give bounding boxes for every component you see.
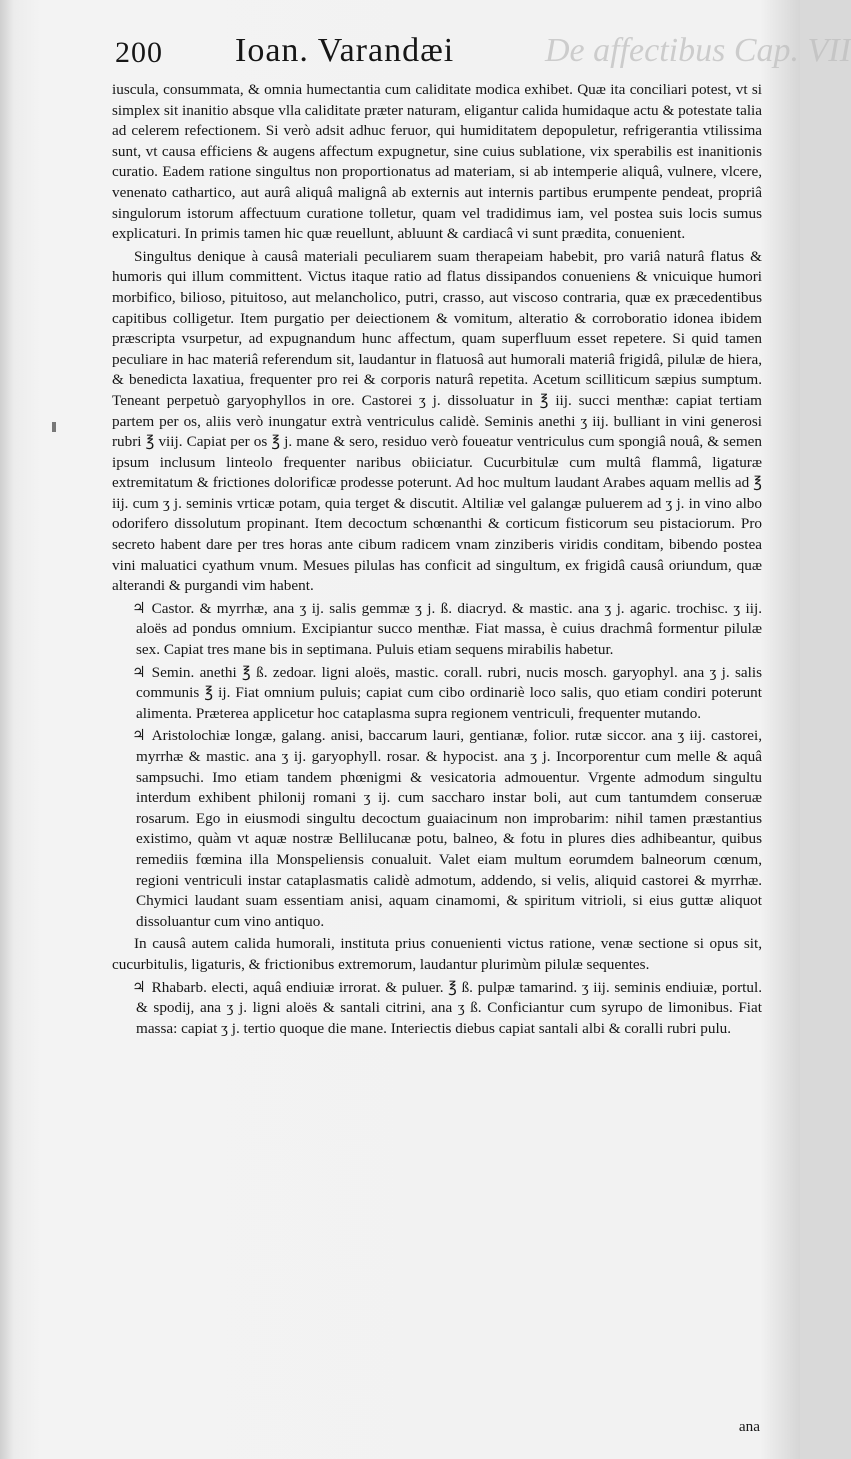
page-number: 200 xyxy=(115,36,163,69)
paragraph-singultus: Singultus denique à causâ materiali peculiarem suam therapeiam habebit, pro variâ naturâ flatus & humoris qui illum committent. Victus itaque ratio ad flatus dissipandos conueniens & vnicuique humori morbifico, bilioso, pituitoso, aut melancholico, putri, crasso, aut viscoso contraria, quæ ex præcedentibus capitibus colligetur. Item purgatio per deiectionem & vomitum, alteratio & corroboratio idonea ibidem præscripta vsurpetur, ad expugnandum hunc affectum, quam superfluum esset repetere. Si quid tamen peculiare in hac materiâ referendum sit, laudantur in flatuosâ aut humorali materiâ frigidâ, pilulæ de hiera, & benedicta laxatiua, frequenter pro rei & corporis naturâ repetita. Acetum scilliticum sæpius sumptum. Teneant perpetuò garyophyllos in ore. Castorei ʒ j. dissoluatur in ℥ iij. succi menthæ: capiat tertiam partem per os, aliis verò inungatur extrà ventriculus calidè. Seminis anethi ʒ iij. bulliant in vini generosi rubri ℥ viij. Capiat per os ℥ j. mane & sero, residuo verò foueatur ventriculus cum spongiâ nouâ, & semen ipsum inclusum linteolo frequenter naribus obiiciatur. Cucurbitulæ cum multâ flammâ, ligaturæ extremitatum & frictiones dolorificæ prodesse poterunt. Ad hoc multum laudant Arabes aquam mellis ad ℥ iij. cum ʒ j. seminis vrticæ potam, quia terget & discutit. Altiliæ vel galangæ puluerem ad ʒ j. in vino albo odorifero dissolutum propinant. Item decoctum schœnanthi & corticum fisticorum seu pistaciorum. Pro secreto habent dare per tres horas ante cibum radicem vnam zinziberis viridis conditam, bibendo postea vini maluatici cyathum vnum. Mesues pilulas has conficit ad singultum, ex frigidâ causâ oriundum, quæ alterandi & purgandi vim habent. xyxy=(112,247,762,595)
recipe-text: Rhabarb. electi, aquâ endiuiæ irrorat. & puluer. ℥ ß. pulpæ tamarind. ʒ iij. seminis endiuiæ, portul. & spodij, ana ʒ j. ligni aloës & santali citrini, ana ʒ ß. Conficiantur cum syrupo de limonibus. Fiat massa: capiat ʒ j. tertio quoque die mane. Interiectis diebus capiat santali albi & coralli rubri pulu. xyxy=(136,978,762,1037)
running-title: Ioan. Varandæi xyxy=(235,32,455,69)
bleed-through-text: De affectibus Cap. VII xyxy=(545,32,851,69)
recipe-castor xyxy=(112,599,762,661)
margin-mark xyxy=(52,422,56,432)
recipe-text: Aristolochiæ longæ, galang. anisi, baccarum lauri, gentianæ, folior. rutæ siccor. ana ʒ iij. castorei, myrrhæ & mastic. ana ʒ ij. garyophyll. rosar. & hypocist. ana ʒ j. Incorporentur cum melle & aquâ sampsuchi. Imo etiam tandem phœnigmi & vesicatoria admouentur. Vrgente admodum singultu interdum exhibent philonij romani ʒ ij. cum saccharo instar boli, aut cum tantumdem conseruæ rosarum. Ego in eiusmodi singultu decoctum guaiacinum non improbarim: nihil tamen præstantius existimo, quàm vt aquæ nostræ Bellilucanæ potu, balneo, & fotu in plures dies adhibeantur, quibus remediis fœmina illa Monspeliensis conualuit. Valet eiam multum eorumdem balneorum cœnum, regioni ventriculi instar cataplasmatis calidè admotum, addendo, si velis, aliquid castorei & myrrhæ. Chymici laudant suam essentiam anisi, aquam cinamomi, & spiritum vitrioli, si eius guttæ aliquot dissoluantur cum vino antiquo. xyxy=(136,727,762,930)
paragraph-continuation: iuscula, consummata, & omnia humectantia cum caliditate modica exhibet. Quæ ita conciliari potest, vt si simplex sit inanitio absque vlla caliditate præter naturam, eligantur calida humidaque actu & potestate talia ad celerem refectionem. Si verò adsit adhuc feruor, qui humiditatem depopuletur, refrigerantia vtilissima sunt, vt causa efficiens & augens affectum expugnetur, sine cuius sublatione, vix sperabilis est inanitionis curatio. Eadem ratione singultus non proportionatus ad materiam, si ab intemperie aliquâ, vulnere, vlcere, venenato cathartico, aut aurâ aliquâ malignâ ab externis aut internis partibus erumpente pendeat, propriâ singulorum istorum affectuum curatione tolletur, quam vel tradidimus iam, vel postea suis locis sumus explicaturi. In primis tamen hic quæ reuellunt, abluunt & cardiacâ vi sunt prædita, conuenient. xyxy=(112,81,762,243)
recipe-symbol-icon: ♃ xyxy=(132,978,146,996)
recipe-text: Semin. anethi ℥ ß. zedoar. ligni aloës, mastic. corall. rubri, nucis mosch. garyophyl. ana ʒ j. salis communis ℥ ij. Fiat omnium puluis; capiat cum cibo ordinariè loco salis, quo etiam condiri poterunt alimenta. Præterea applicetur hoc cataplasma supra regionem ventriculi, frequenter mutando. xyxy=(136,663,762,722)
paragraph-causa-calida: In causâ autem calida humorali, instituta prius conuenienti victus ratione, venæ sectione si opus sit, cucurbitulis, ligaturis, & frictionibus extremorum, laudantur plurimùm pilulæ sequentes. xyxy=(112,935,762,973)
recipe-text: Castor. & myrrhæ, ana ʒ ij. salis gemmæ ʒ j. ß. diacryd. & mastic. ana ʒ j. agaric. trochisc. ʒ iij. aloës ad pondus omnium. Excipiantur succo menthæ. Fiat massa, è cuius drachmâ formentur pilulæ sex. Capiat tres mane bis in septimana. Puluis etiam sequens mirabilis habetur. xyxy=(136,599,762,659)
recipe-aristolochia xyxy=(112,726,762,932)
recipe-rhabarb xyxy=(112,978,762,1040)
recipe-symbol-icon: ♃ xyxy=(132,599,146,617)
catchword: ana xyxy=(738,1418,760,1435)
page-header xyxy=(115,28,851,76)
recipe-symbol-icon: ♃ xyxy=(132,727,146,745)
recipe-symbol-icon: ♃ xyxy=(132,663,146,681)
recipe-anethi xyxy=(112,663,762,725)
page-body xyxy=(112,80,762,1039)
